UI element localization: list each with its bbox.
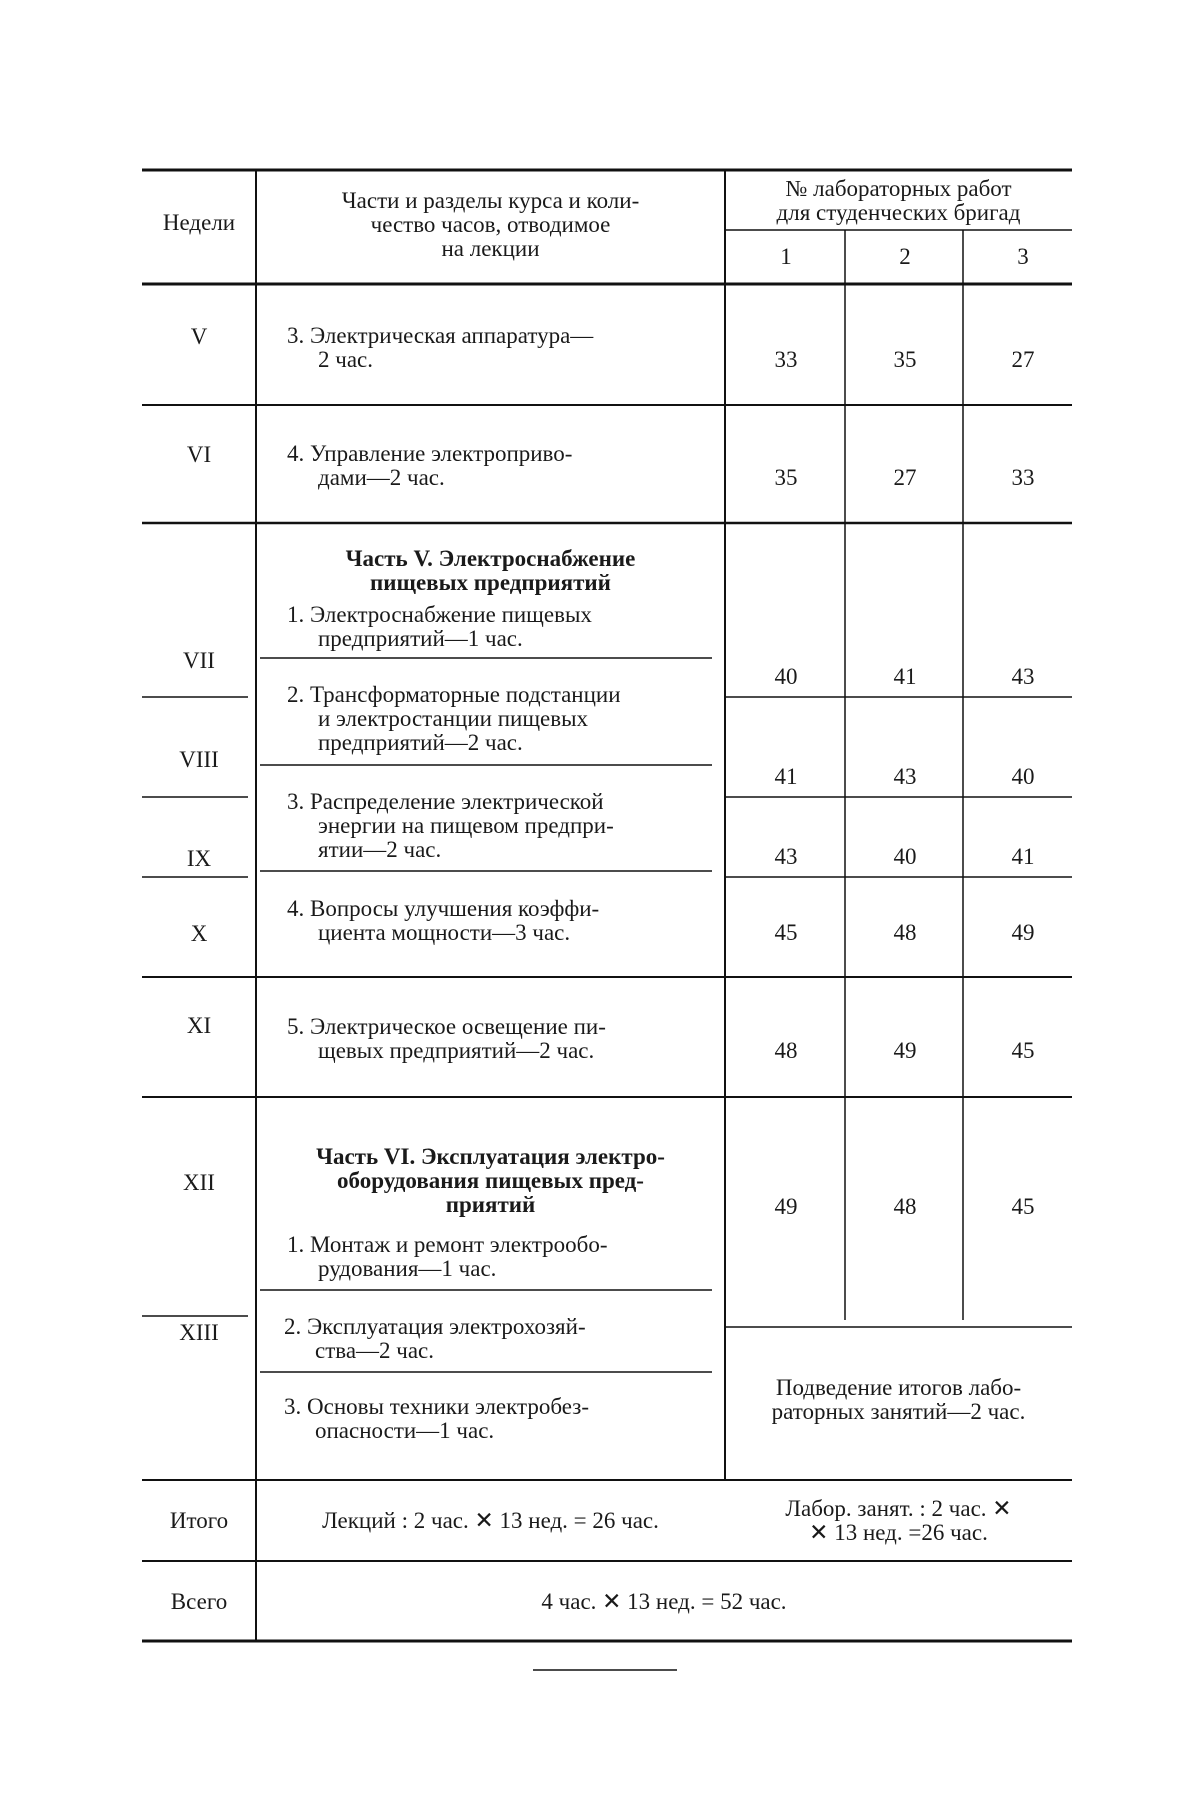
week-label: VII — [183, 648, 215, 673]
lectures-total: Лекций : 2 час. ✕ 13 нед. = 26 час. — [322, 1508, 659, 1533]
week-label: XIII — [179, 1320, 219, 1345]
lab-cell: 41 — [893, 664, 917, 689]
topic-line: 4. Управление электроприво- — [287, 441, 573, 466]
topic-line: ятии—2 час. — [318, 837, 442, 862]
lab-cell: 41 — [1011, 844, 1035, 869]
header-topics-line-2: чество часов, отводимое — [370, 212, 611, 237]
section-title: оборудования пищевых пред- — [337, 1168, 644, 1193]
header-topics-line-3: на лекции — [441, 236, 540, 261]
lab-cell: 40 — [774, 664, 798, 689]
topic-line: 2 час. — [318, 347, 373, 372]
topic-line: 3. Основы техники электробез- — [284, 1394, 589, 1419]
header-brigade-2: 2 — [899, 244, 911, 269]
section-title: Часть V. Электроснабжение — [345, 546, 636, 571]
topic-line: 3. Электрическая аппаратура— — [287, 323, 594, 348]
lab-cell: 45 — [1011, 1038, 1035, 1063]
lab-cell: 27 — [893, 465, 917, 490]
topic-line: 1. Монтаж и ремонт электрообо- — [287, 1232, 608, 1257]
week-label: V — [190, 324, 208, 349]
lab-cell: 48 — [893, 920, 917, 945]
topic-line: щевых предприятий—2 час. — [318, 1038, 595, 1063]
week-label: X — [190, 921, 208, 946]
topic-line: опасности—1 час. — [315, 1418, 495, 1443]
topic-line: рудования—1 час. — [318, 1256, 497, 1281]
lab-cell: 40 — [1011, 764, 1035, 789]
topic-line: предприятий—2 час. — [318, 730, 523, 755]
header-weeks: Недели — [162, 210, 236, 235]
topic-line: и электростанции пищевых — [318, 706, 589, 731]
header-topics-line-1: Части и разделы курса и коли- — [341, 188, 640, 213]
lab-cell: 40 — [893, 844, 917, 869]
lab-cell: 49 — [774, 1194, 798, 1219]
header-labs-line-1: № лабораторных работ — [785, 176, 1012, 201]
vsego-label: Всего — [170, 1589, 228, 1614]
section-title: Часть VI. Эксплуатация электро- — [316, 1144, 665, 1169]
topic-line: 4. Вопросы улучшения коэффи- — [287, 896, 600, 921]
lab-cell: 33 — [1011, 465, 1035, 490]
topic-line: 1. Электроснабжение пищевых — [287, 602, 592, 627]
topic-line: ства—2 час. — [315, 1338, 435, 1363]
summary-lab-line-2: раторных занятий—2 час. — [771, 1399, 1026, 1424]
section-title: приятий — [445, 1192, 536, 1217]
lab-cell: 45 — [1011, 1194, 1035, 1219]
labs-total-line-1: Лабор. занят. : 2 час. ✕ — [785, 1496, 1012, 1521]
header-brigade-1: 1 — [780, 244, 792, 269]
labs-total-line-2: ✕ 13 нед. =26 час. — [809, 1520, 988, 1545]
lab-cell: 43 — [1011, 664, 1035, 689]
lab-cell: 49 — [1011, 920, 1035, 945]
topic-line: циента мощности—3 час. — [318, 920, 571, 945]
lab-cell: 48 — [893, 1194, 917, 1219]
week-label: VI — [186, 442, 212, 467]
itogo-label: Итого — [169, 1508, 229, 1533]
week-label: VIII — [179, 747, 219, 772]
lab-cell: 49 — [893, 1038, 917, 1063]
grand-total: 4 час. ✕ 13 нед. = 52 час. — [541, 1589, 787, 1614]
header-labs-line-2: для студенческих бригад — [776, 200, 1021, 225]
lab-cell: 41 — [774, 764, 798, 789]
summary-lab-line-1: Подведение итогов лабо- — [775, 1375, 1022, 1400]
topic-line: 3. Распределение электрической — [287, 789, 604, 814]
header-brigade-3: 3 — [1017, 244, 1029, 269]
topic-line: 2. Эксплуатация электрохозяй- — [284, 1314, 586, 1339]
lab-cell: 43 — [774, 844, 798, 869]
lab-cell: 35 — [893, 347, 917, 372]
topic-line: 5. Электрическое освещение пи- — [287, 1014, 606, 1039]
lab-cell: 35 — [774, 465, 798, 490]
topic-line: дами—2 час. — [318, 465, 445, 490]
topic-line: 2. Трансформаторные подстанции — [287, 682, 621, 707]
lab-cell: 27 — [1011, 347, 1035, 372]
week-label: XII — [183, 1170, 215, 1195]
lab-cell: 33 — [774, 347, 798, 372]
topic-line: предприятий—1 час. — [318, 626, 523, 651]
lab-cell: 48 — [774, 1038, 798, 1063]
lab-cell: 45 — [774, 920, 798, 945]
week-label: IX — [186, 846, 212, 871]
topic-line: энергии на пищевом предпри- — [318, 813, 614, 838]
lab-cell: 43 — [893, 764, 917, 789]
section-title: пищевых предприятий — [370, 570, 611, 595]
week-label: XI — [186, 1013, 212, 1038]
